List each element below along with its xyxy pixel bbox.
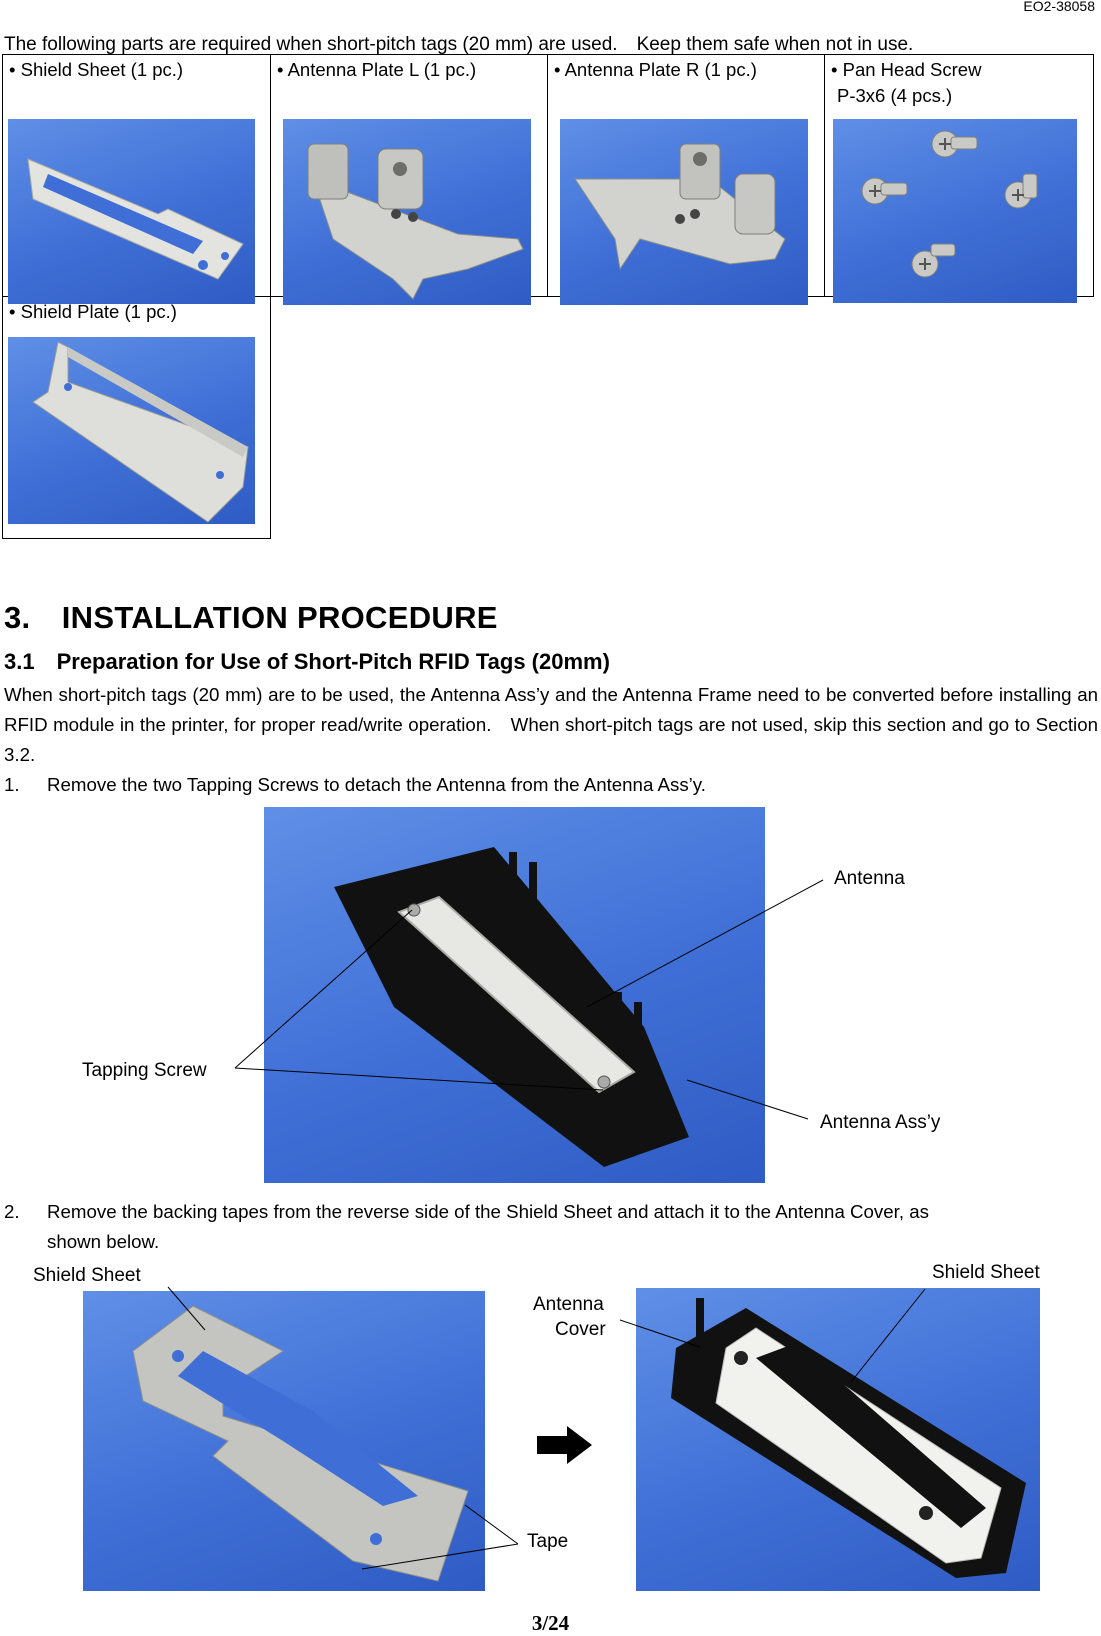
step-number: 1. [4,774,20,795]
part-label: • Antenna Plate L (1 pc.) [277,59,477,80]
tape-leader-line [362,1544,518,1569]
label-shield-sheet-left: Shield Sheet [33,1265,141,1286]
tapping-screw-leader-line [235,910,412,1068]
label-antenna: Antenna [834,868,905,889]
intro-text: The following parts are required when short-pitch tags (20 mm) are used. Keep them safe when not in use. [4,34,914,55]
part-label: • Shield Plate (1 pc.) [9,301,177,322]
shield-sheet-left-leader-line [168,1287,205,1330]
antenna-cover-leader-line [620,1320,700,1347]
section-heading: 3. INSTALLATION PROCEDURE [4,600,498,635]
document-id: EO2-38058 [1023,0,1095,14]
antenna-assy-leader-line [687,1080,808,1119]
label-tapping-screw: Tapping Screw [82,1060,207,1081]
part-label: • Shield Sheet (1 pc.) [9,59,184,80]
subsection-heading: 3.1 Preparation for Use of Short-Pitch RFID Tags (20mm) [4,649,610,674]
step-text: Remove the backing tapes from the reverse side of the Shield Sheet and attach it to the Antenna Cover, as [47,1201,929,1222]
part-label-qty: P-3x6 (4 pcs.) [837,85,953,106]
label-antenna-assy: Antenna Ass’y [820,1112,941,1133]
step-text-cont: shown below. [47,1231,160,1252]
part-label: • Antenna Plate R (1 pc.) [554,59,757,80]
part-label: • Pan Head Screw [831,59,982,80]
tapping-screw-leader-line [235,1068,603,1090]
label-antenna-cover-line1: Antenna [533,1294,604,1315]
intro-paragraph: When short-pitch tags (20 mm) are to be used, the Antenna Ass’y and the Antenna Frame need to be converted before installing an RFID module in the printer, for proper read/write operation. When short-pitch tags are not used, skip this section and go to Section 3.2. [4,684,1098,765]
label-tape: Tape [527,1531,569,1552]
label-shield-sheet-right: Shield Sheet [932,1262,1040,1283]
shield-sheet-right-leader-line [851,1289,925,1382]
label-antenna-cover-line2: Cover [555,1319,606,1340]
tape-leader-line [465,1505,518,1544]
step-number: 2. [4,1201,20,1222]
antenna-leader-line [587,880,823,1007]
step-text: Remove the two Tapping Screws to detach the Antenna from the Antenna Ass’y. [47,774,706,795]
page-number: 3/24 [531,1611,570,1635]
